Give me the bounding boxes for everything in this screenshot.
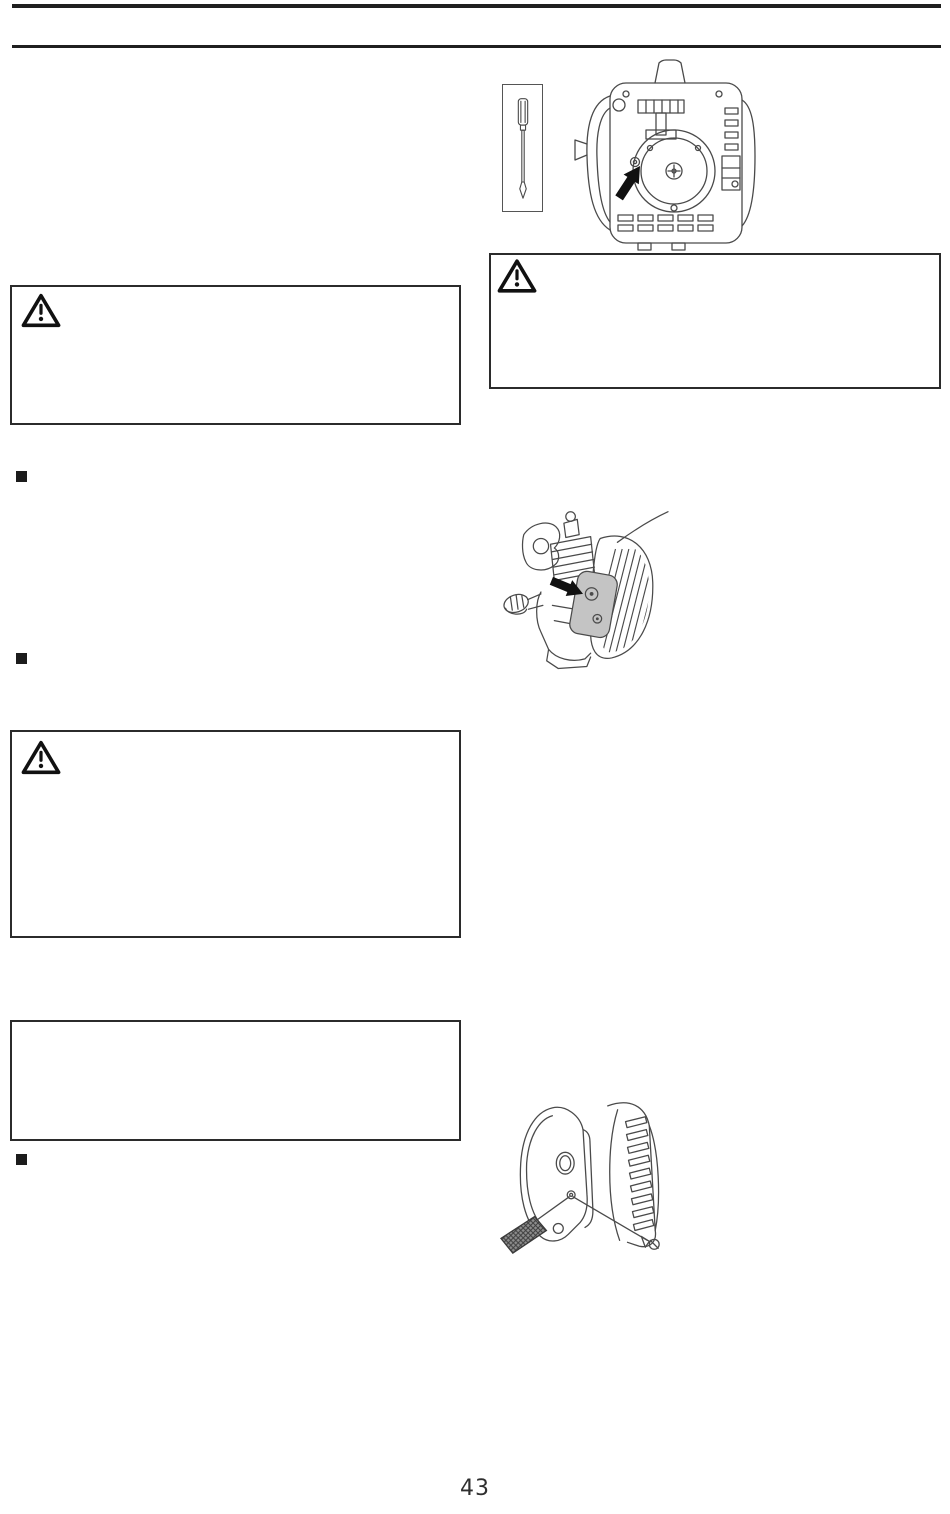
square-bullet-icon — [16, 1154, 27, 1165]
warning-triangle-icon — [21, 739, 61, 776]
solid-arrow-icon — [615, 166, 640, 200]
illustration-muffler-exploded-view — [490, 1092, 680, 1270]
warning-triangle-icon — [497, 258, 537, 294]
header-divider-rule — [12, 45, 941, 48]
illustration-engine-side-view — [497, 506, 669, 678]
warning-box-left-2 — [10, 730, 461, 938]
top-bar-rule — [12, 4, 941, 8]
screwdriver-icon — [506, 89, 540, 207]
page-number: 43 — [460, 1476, 490, 1501]
square-bullet-icon — [16, 653, 27, 664]
note-box — [10, 1020, 461, 1141]
square-bullet-icon — [16, 471, 27, 482]
warning-triangle-icon — [21, 292, 61, 329]
warning-box-left-1 — [10, 285, 461, 425]
warning-box-right — [489, 253, 941, 389]
spark-arrester-screen — [501, 1217, 546, 1254]
illustration-engine-rear-view — [562, 56, 762, 251]
screwdriver-inset — [502, 84, 543, 212]
